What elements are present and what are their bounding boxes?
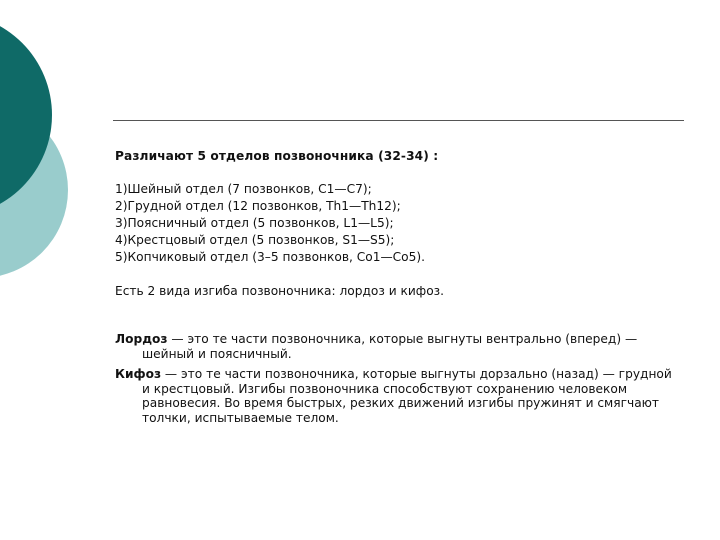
list-item: 3)Поясничный отдел (5 позвонков, L1—L5); xyxy=(115,216,394,230)
definitions xyxy=(115,332,680,425)
kyphosis-term: Кифоз xyxy=(115,367,162,381)
kyphosis-text: — это те части позвоночника, которые выгнуты дорзально (назад) — грудной и крестцовый. Изгибы позвоночника способствуют сохранению человеком равновесия. Во время быстрых, резких движений изгибы пружинят и смягчают толчки, испытываемые телом. xyxy=(142,367,672,425)
decorative-circles xyxy=(0,0,80,290)
lordosis-term: Лордоз xyxy=(115,332,168,346)
list-item: 4)Крестцовый отдел (5 позвонков, S1—S5); xyxy=(115,233,395,247)
slide-heading: Различают 5 отделов позвоночника (32-34) : xyxy=(115,149,439,163)
list-item: 2)Грудной отдел (12 позвонков, Th1—Th12); xyxy=(115,199,401,213)
spine-bends-text: Есть 2 вида изгиба позвоночника: лордоз и кифоз. xyxy=(115,284,445,298)
lordosis-text: — это те части позвоночника, которые выгнуты вентрально (вперед) — шейный и поясничный. xyxy=(142,332,638,361)
list-item: 5)Копчиковый отдел (3–5 позвонков, Co1—Co5). xyxy=(115,250,426,264)
kyphosis-definition xyxy=(115,367,680,425)
lordosis-definition xyxy=(115,332,680,361)
list-item: 1)Шейный отдел (7 позвонков, C1—C7); xyxy=(115,182,372,196)
title-divider xyxy=(113,120,684,121)
spine-sections-list xyxy=(115,181,680,266)
slide-content xyxy=(115,148,680,431)
